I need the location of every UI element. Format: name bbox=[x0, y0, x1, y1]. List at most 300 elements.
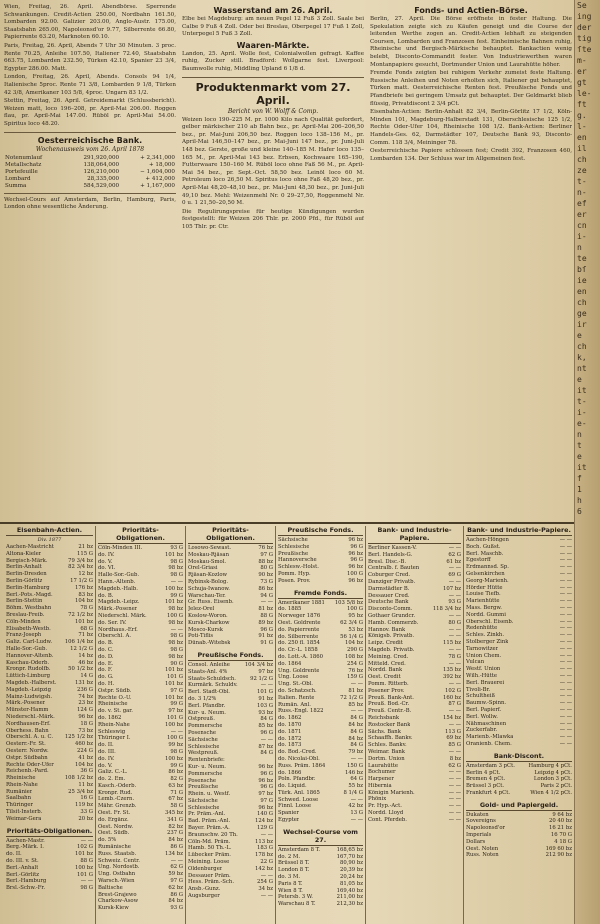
table-row bbox=[368, 640, 461, 647]
table-heading: Prioritäts-Obligationen. bbox=[98, 526, 183, 544]
table-row bbox=[6, 865, 93, 872]
row-label: Italien. Rente bbox=[278, 694, 315, 701]
row-value: 101 G bbox=[256, 689, 273, 696]
table-row bbox=[466, 770, 572, 777]
row-value: 90 bz bbox=[258, 572, 273, 579]
table-row bbox=[6, 626, 93, 633]
row-value: 101 G bbox=[166, 674, 183, 681]
table-row bbox=[278, 578, 363, 585]
table-row bbox=[368, 803, 461, 810]
table-row bbox=[188, 825, 273, 832]
table-row bbox=[368, 749, 461, 756]
table-row bbox=[368, 729, 461, 736]
table-row bbox=[98, 830, 183, 837]
table-row bbox=[6, 721, 93, 728]
edge-fragment: t- bbox=[577, 177, 587, 186]
row-value: 85 bz bbox=[348, 701, 363, 708]
table-row bbox=[188, 764, 273, 771]
edge-fragment: Se bbox=[577, 1, 587, 10]
row-label: Weimar-Gera bbox=[6, 815, 42, 822]
table-row bbox=[188, 723, 273, 730]
table-row bbox=[98, 729, 183, 736]
table-row bbox=[278, 557, 363, 564]
row-value: 69 bz bbox=[446, 735, 461, 742]
table-row bbox=[98, 633, 183, 640]
row-value: 86 G bbox=[170, 891, 183, 898]
row-list bbox=[278, 537, 363, 585]
row-value: — — bbox=[448, 816, 461, 823]
row-label: Sovereigns bbox=[466, 818, 496, 825]
row-label: Kaschau-Oderb. bbox=[6, 659, 50, 666]
row-value: 41 bz bbox=[78, 754, 93, 761]
table-row bbox=[98, 627, 183, 634]
row-value: 96 bz bbox=[348, 537, 363, 543]
edge-fragment: bſ bbox=[577, 265, 587, 274]
row-value: 80 G bbox=[260, 565, 273, 572]
edge-fragment: ir bbox=[577, 320, 587, 329]
row-value: 62 3/4 G bbox=[340, 619, 363, 626]
table-row bbox=[98, 790, 183, 797]
divider bbox=[4, 193, 176, 194]
table-row bbox=[98, 749, 183, 756]
table-row bbox=[278, 776, 363, 783]
row-value: — — bbox=[260, 893, 273, 900]
row-label: Oberschl. A. u. C. bbox=[6, 734, 54, 741]
row-value: 236 G bbox=[76, 686, 93, 693]
row-value: 93 G bbox=[448, 599, 461, 606]
row-label: Ostpreuß. bbox=[188, 716, 215, 723]
row-label: do. Liquid. bbox=[278, 783, 307, 790]
row-value: 168,65 bz bbox=[336, 846, 363, 853]
bank-table bbox=[4, 155, 176, 190]
table-row bbox=[368, 627, 461, 634]
table-row bbox=[278, 742, 363, 749]
edge-fragment: en bbox=[577, 287, 587, 296]
row-label: Berl. Papierf. bbox=[466, 706, 502, 713]
row-label: Bayer. Präm.-A. bbox=[188, 825, 230, 832]
row-label: Oesterr. Nordw. bbox=[6, 747, 49, 754]
table-row bbox=[98, 851, 183, 858]
row-value: 106 1/4 bz bbox=[64, 639, 93, 646]
table-row bbox=[98, 898, 183, 905]
row-label: do. III. bbox=[98, 748, 116, 755]
row-value: — — bbox=[559, 679, 572, 686]
table-row bbox=[6, 734, 93, 741]
row-value: — — bbox=[448, 776, 461, 783]
row-label: Niederschl. Märk. bbox=[98, 612, 147, 619]
row-label: Nordhaus.-Erf. bbox=[98, 626, 138, 633]
row-label: Magdeb. Privatb. bbox=[368, 646, 415, 653]
row-label: Posensche bbox=[188, 777, 217, 784]
row-label: Oldenburger bbox=[188, 865, 223, 872]
row-label: do. 5% bbox=[98, 837, 117, 844]
table-row bbox=[466, 666, 572, 673]
table-row bbox=[98, 783, 183, 790]
row-label: Poti-Tiflis bbox=[188, 633, 214, 640]
table-row bbox=[466, 839, 572, 846]
row-value: — — bbox=[170, 626, 183, 633]
row-value: 84 G bbox=[350, 715, 363, 722]
row-label: Aachen-Mastr. bbox=[6, 837, 45, 844]
row-value: Leipzig 4 pCt. bbox=[534, 769, 572, 776]
row-value: — — bbox=[559, 543, 572, 550]
table-row bbox=[6, 741, 93, 748]
table-heading: Preußische Fonds. bbox=[188, 651, 273, 661]
row-value: 79 3/4 bz bbox=[68, 557, 93, 564]
row-value: 36 G bbox=[80, 768, 93, 775]
row-value: 87 G bbox=[448, 701, 461, 708]
row-label: Imperials bbox=[466, 832, 492, 839]
row-value: 84 G bbox=[350, 742, 363, 749]
row-label: Berl.-Anhalt bbox=[6, 864, 39, 871]
table-row bbox=[466, 818, 572, 825]
row-value: 93 G bbox=[170, 905, 183, 912]
row-label: Tivoli-Br. bbox=[466, 686, 491, 693]
table-row bbox=[368, 796, 461, 803]
row-value: 101 G bbox=[76, 871, 93, 878]
table-row bbox=[368, 674, 461, 681]
table-row bbox=[368, 715, 461, 722]
table-row bbox=[98, 871, 183, 878]
row-value: 71 bz bbox=[78, 632, 93, 639]
table-row bbox=[6, 666, 93, 673]
table-row: Portefeuille 126,210,000 − 1,604,000 bbox=[5, 168, 175, 175]
table-row bbox=[98, 817, 183, 824]
row-label: Amerikaner 1881 bbox=[278, 599, 325, 606]
table-row bbox=[368, 769, 461, 776]
row-label: Kasch.-Oderb. bbox=[98, 782, 137, 789]
table-row bbox=[278, 797, 363, 804]
row-value: 100 G bbox=[346, 606, 363, 613]
table-row bbox=[188, 613, 273, 620]
row-value: 13 G bbox=[350, 810, 363, 817]
row-value: 118 3/4 bz bbox=[432, 606, 461, 613]
row-list bbox=[98, 545, 183, 912]
row-value: — — bbox=[448, 810, 461, 817]
row-label: Weimar. Bank bbox=[368, 748, 406, 755]
row-label: Kursk-Kiew bbox=[98, 905, 129, 912]
row-label: Tarnowitzer bbox=[466, 645, 499, 652]
row-value: Paris 2 pCt. bbox=[540, 783, 572, 790]
row-label: Spanier bbox=[278, 810, 299, 817]
row-label: Lübecker Präm. bbox=[188, 852, 231, 859]
edge-fragment: f bbox=[577, 474, 582, 483]
table-row bbox=[278, 901, 363, 908]
row-value: — — bbox=[559, 598, 572, 605]
row-label: Rheinische bbox=[98, 701, 128, 708]
row-value: 20 40 bz bbox=[548, 818, 572, 825]
row-label: do. F. bbox=[98, 667, 113, 674]
table-row bbox=[6, 544, 93, 551]
row-label: Rentenbriefe: bbox=[188, 757, 225, 764]
row-list bbox=[466, 537, 572, 748]
row-label: do. 250 fl. 1854 bbox=[278, 640, 321, 647]
row-value: 84 bz bbox=[348, 721, 363, 728]
table-row bbox=[278, 654, 363, 661]
table-row bbox=[278, 722, 363, 729]
table-row bbox=[6, 646, 93, 653]
table-row bbox=[188, 839, 273, 846]
row-value: 212,30 bz bbox=[336, 901, 363, 908]
row-label: Aachen-Höngen bbox=[466, 537, 509, 543]
table-row bbox=[188, 676, 273, 683]
edge-fragment: ze bbox=[577, 166, 587, 175]
row-value: 89 bz bbox=[258, 619, 273, 626]
row-value: 101 bz bbox=[75, 851, 93, 858]
row-value: — — bbox=[80, 837, 93, 844]
row-value: 71 G bbox=[170, 789, 183, 796]
table-row bbox=[98, 769, 183, 776]
row-value: — — bbox=[559, 604, 572, 611]
row-value: — — bbox=[260, 682, 273, 689]
row-value: 94 G bbox=[260, 592, 273, 599]
row-label: Magdeb.-Halberst. bbox=[6, 679, 57, 686]
row-label: Disconto-Comm. bbox=[368, 606, 413, 613]
table-row bbox=[6, 564, 93, 571]
table-row bbox=[98, 824, 183, 831]
row-value: — — bbox=[448, 721, 461, 728]
row-label: Schwed. Loose bbox=[278, 796, 319, 803]
edge-fragment: ft bbox=[577, 100, 587, 109]
row-value: — — bbox=[448, 660, 461, 667]
row-value: — — bbox=[448, 796, 461, 803]
row-label: do. v. St. gar. bbox=[98, 708, 133, 715]
row-value: 98 bz bbox=[168, 619, 183, 626]
table-row bbox=[368, 633, 461, 640]
row-value: 93 bz bbox=[258, 709, 273, 716]
table-row bbox=[6, 660, 93, 667]
table-row bbox=[6, 578, 93, 585]
row-label: do. Papierrente bbox=[278, 626, 320, 633]
row-label: Magdeb.-Leipzig bbox=[6, 686, 51, 693]
row-label: do. 1871 bbox=[278, 728, 302, 735]
table-column-railway bbox=[4, 526, 96, 924]
table-row bbox=[188, 818, 273, 825]
row-value: — — bbox=[448, 748, 461, 755]
table-row bbox=[466, 734, 572, 741]
table-row bbox=[466, 619, 572, 626]
table-row bbox=[278, 803, 363, 810]
row-value: 108 1/2 bz bbox=[64, 775, 93, 782]
row-label: Finnl. Loose bbox=[278, 803, 312, 810]
table-row bbox=[6, 755, 93, 762]
edge-fragment: it bbox=[577, 463, 587, 472]
row-label: Lemb.-Czern. bbox=[98, 796, 135, 803]
edge-fragment: n bbox=[577, 243, 582, 252]
table-row bbox=[6, 789, 93, 796]
table-row bbox=[466, 571, 572, 578]
table-row bbox=[6, 598, 93, 605]
row-label: Reichenb.-Pard. bbox=[6, 768, 49, 775]
row-value: 135 bz bbox=[443, 667, 461, 674]
row-label: Hann.-Altenb. bbox=[98, 578, 136, 585]
row-value: 90 G bbox=[170, 660, 183, 667]
table-row bbox=[6, 571, 93, 578]
row-label: Russ.-Engl. 1822 bbox=[278, 708, 324, 715]
table-row bbox=[188, 798, 273, 805]
table-row bbox=[6, 802, 93, 809]
row-value: 108 bz bbox=[345, 653, 363, 660]
row-label: Rheinische bbox=[6, 775, 36, 782]
row-value: 84 G bbox=[350, 728, 363, 735]
table-heading: Prioritäts-Obligationen. bbox=[188, 526, 273, 544]
table-row bbox=[368, 599, 461, 606]
table-row: Summa 584,529,000 + 1,167,000 bbox=[5, 182, 175, 189]
row-label: Galiz. C.-L. bbox=[98, 769, 128, 776]
row-value: — — bbox=[559, 727, 572, 734]
row-label: Märk.-Posener bbox=[98, 606, 138, 613]
row-label: Moskau-Rjäsan bbox=[188, 551, 229, 558]
edge-fragment: ie bbox=[577, 276, 587, 285]
table-row bbox=[368, 647, 461, 654]
row-label: Schles. Zinkh. bbox=[466, 632, 505, 639]
row-label: Preuß. Centr.-B. bbox=[368, 708, 412, 715]
row-label: Danziger Privatb. bbox=[368, 578, 416, 585]
row-value: — — bbox=[559, 537, 572, 543]
edge-fragment: e- bbox=[577, 419, 587, 428]
row-value: 101 G bbox=[166, 714, 183, 721]
row-value: 341 G bbox=[166, 816, 183, 823]
row-label: do. II. bbox=[6, 851, 22, 858]
divider bbox=[4, 132, 176, 133]
row-value: 83 bz bbox=[78, 591, 93, 598]
stock-report-4: Oesterreichische Papiere schlossen fest; Credit 392, Franzosen 460, Lombarden 134. Der Schluss war im Allgemeinen fest. bbox=[370, 148, 572, 162]
table-row bbox=[188, 669, 273, 676]
edge-fragment: t- bbox=[577, 397, 587, 406]
row-value: 100 bz bbox=[75, 864, 93, 871]
row-value: — — bbox=[260, 831, 273, 838]
row-label: Schlesische bbox=[188, 743, 220, 750]
table-row bbox=[278, 600, 363, 607]
row-value: 18 G bbox=[80, 720, 93, 727]
table-row bbox=[368, 565, 461, 572]
table-heading: Gold- und Papiergeld. bbox=[466, 801, 572, 811]
table-row bbox=[188, 599, 273, 606]
table-row bbox=[368, 552, 461, 559]
table-row bbox=[6, 700, 93, 707]
edge-fragment: e bbox=[577, 331, 582, 340]
row-value: — — bbox=[260, 599, 273, 606]
row-label: Märk.-Posener bbox=[6, 700, 46, 707]
table-heading: Bank- und Industrie-Papiere. bbox=[467, 526, 571, 534]
table-row bbox=[188, 710, 273, 717]
row-value: 125 1/2 bz bbox=[64, 734, 93, 741]
table-row bbox=[368, 735, 461, 742]
row-value: 80 G bbox=[448, 619, 461, 626]
row-label: Oest. Fr. St. bbox=[98, 810, 131, 817]
table-row bbox=[368, 776, 461, 783]
row-label: Sächsische bbox=[188, 736, 218, 743]
row-label: Oberschl. Eisenb. bbox=[466, 618, 514, 625]
row-value: Hamburg 4 pCt. bbox=[528, 762, 572, 769]
table-row bbox=[6, 687, 93, 694]
table-row bbox=[98, 763, 183, 770]
row-value: 97 G bbox=[170, 687, 183, 694]
row-label: Dünab.-Witebsk bbox=[188, 640, 231, 647]
row-value: 237 G bbox=[166, 830, 183, 837]
edge-fragment: te bbox=[577, 254, 587, 263]
row-value: 11 bz bbox=[78, 781, 93, 788]
row-value: — — bbox=[559, 713, 572, 720]
row-value: — — bbox=[448, 789, 461, 796]
row-value: 4 18 G bbox=[554, 838, 572, 845]
row-value: 96 bz bbox=[258, 777, 273, 784]
table-row bbox=[6, 768, 93, 775]
row-value: — — bbox=[260, 736, 273, 743]
row-label: Marienhütte bbox=[466, 598, 500, 605]
row-label: Norweger 1876 bbox=[278, 613, 321, 620]
row-label: Brsl.-Schw.-Fr. bbox=[6, 885, 46, 892]
table-row bbox=[188, 771, 273, 778]
row-value: 50 1/2 bz bbox=[68, 666, 93, 673]
row-label: Staats-Schuldsch. bbox=[188, 675, 236, 682]
row-value: 68 G bbox=[80, 625, 93, 632]
row-label: Losowo-Sewast. bbox=[188, 545, 232, 551]
table-row bbox=[368, 681, 461, 688]
table-row bbox=[98, 654, 183, 661]
row-label: Ansb.-Gunz. bbox=[188, 886, 221, 893]
row-value: 101 bz bbox=[165, 667, 183, 674]
row-value: — — bbox=[448, 592, 461, 599]
row-label: Redenhütte bbox=[466, 625, 498, 632]
table-row bbox=[278, 674, 363, 681]
row-label: Cöln-Minden bbox=[6, 618, 41, 625]
row-label: Königsb. Privatb. bbox=[368, 633, 415, 640]
row-label: Oberschl. A. bbox=[98, 633, 132, 640]
row-list bbox=[278, 600, 363, 824]
row-label: Pomm. Ritterb. bbox=[368, 680, 409, 687]
row-value: 62 G bbox=[448, 551, 461, 558]
row-value: 96 G bbox=[350, 557, 363, 564]
row-value: 100 bz bbox=[165, 721, 183, 728]
row-value: 97 G bbox=[260, 797, 273, 804]
row-value: 62 G bbox=[448, 762, 461, 769]
table-row bbox=[368, 559, 461, 566]
row-label: Berl. Wollw. bbox=[466, 713, 498, 720]
row-value: 113 G bbox=[444, 728, 461, 735]
row-label: Preuß. Bod.-Cr. bbox=[368, 701, 410, 708]
row-label: Russ. Präm. 1864 bbox=[278, 762, 326, 769]
row-value: 345 bz bbox=[165, 810, 183, 817]
edge-fragment: n- bbox=[577, 188, 587, 197]
row-value: 103 G bbox=[256, 702, 273, 709]
table-row bbox=[368, 606, 461, 613]
table-row: Lombard 28,335,000 + 412,000 bbox=[5, 175, 175, 182]
table-column-bank-1 bbox=[366, 526, 464, 924]
row-value: 159 G bbox=[346, 674, 363, 681]
table-row bbox=[466, 659, 572, 666]
edge-fragment: cn bbox=[577, 221, 587, 230]
stettin-report: Stettin, Freitag, 26. April. Getreidemarkt (Schlussbericht). Weizen matt, loco 196–208, pr. April-Mai 206.00. Roggen flau, pr. April-Mai 147.00. Rüböl pr. April-Mai 54.00. Spiritus loco 48.20. bbox=[4, 98, 176, 127]
row-value: 97 G bbox=[260, 551, 273, 558]
table-row bbox=[368, 667, 461, 674]
table-row bbox=[466, 693, 572, 700]
row-label: Phönix bbox=[368, 796, 387, 803]
row-value: 100 bz bbox=[165, 585, 183, 592]
row-label: Baumw.-Spinn. bbox=[466, 700, 507, 707]
edge-fragment: i- bbox=[577, 408, 587, 417]
table-row bbox=[368, 756, 461, 763]
row-value: 99 G bbox=[170, 592, 183, 599]
row-label: Westf. Union bbox=[466, 666, 501, 673]
row-label: Sächsische bbox=[278, 537, 308, 543]
row-label: Jelez-Orel bbox=[188, 606, 215, 613]
row-label: do. 1870 bbox=[278, 721, 302, 728]
table-row bbox=[98, 593, 183, 600]
row-label: Rostocker Bank bbox=[368, 721, 411, 728]
row-value: 86 bz bbox=[168, 769, 183, 776]
table-row bbox=[188, 845, 273, 852]
